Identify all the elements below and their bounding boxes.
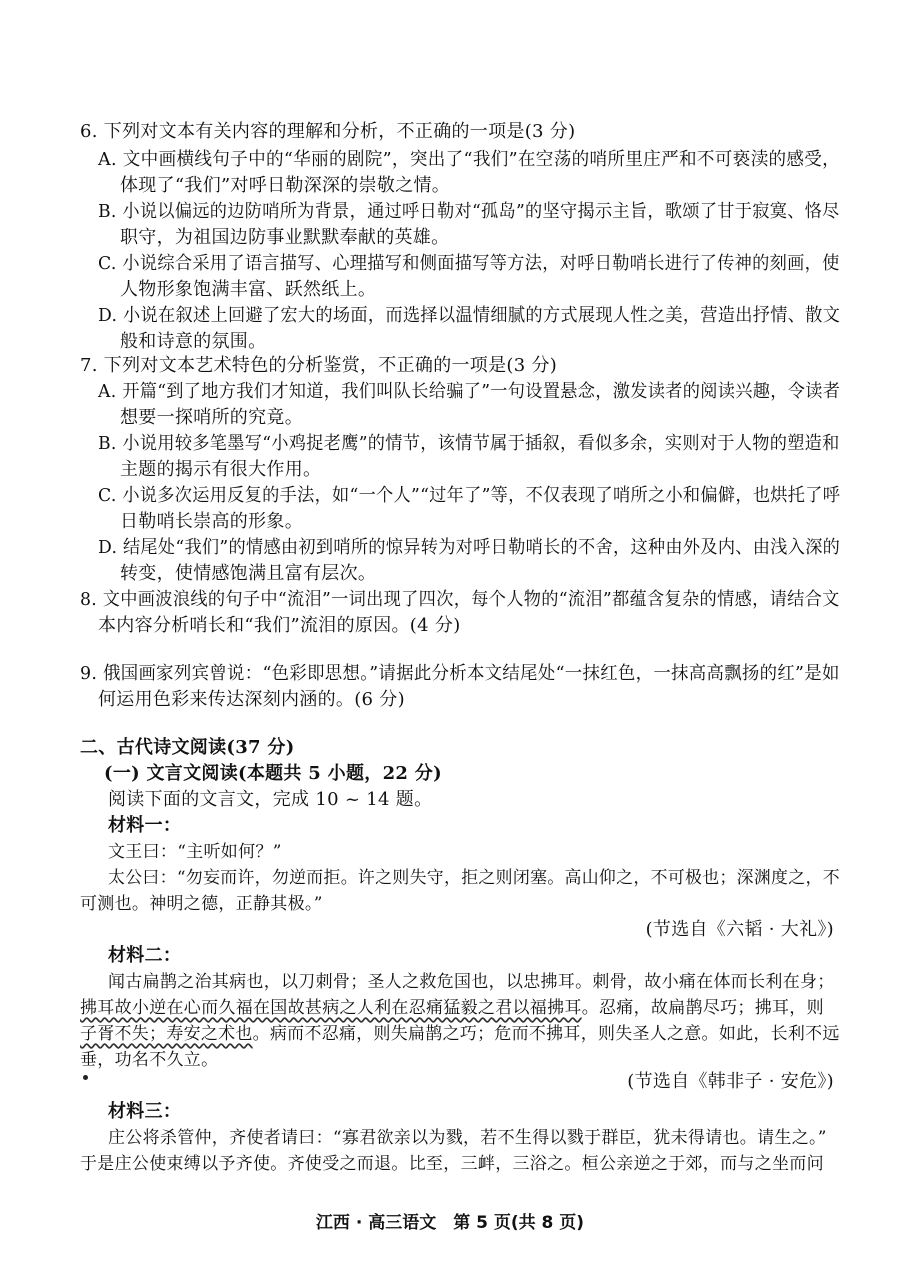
material1-source: (节选自《六韬 · 大礼》)	[645, 919, 834, 940]
q7-option-c-line1: C. 小说多次运用反复的手法，如“一个人”“过年了”等，不仅表现了哨所之小和偏僻，也烘托了呼	[98, 485, 841, 506]
page-footer: 江西 · 高三语文 第 5 页(共 8 页)	[315, 1213, 585, 1233]
q6-option-c-line2: 人物形象饱满丰富、跃然纸上。	[120, 279, 377, 300]
material3-line1: 庄公将杀管仲，齐使者请曰：“寡君欲亲以为戮，若不生得以戮于群臣，犹未得请也。请生之。”	[108, 1128, 827, 1148]
material2-line3-rest: 。病而不忍痛，则失扁鹊之巧；危而不拂耳，则失圣人之意。如此，长利不远	[252, 1024, 840, 1044]
material2-line2	[80, 996, 824, 1020]
material2-line4: 垂，功名不久立。	[80, 1050, 219, 1070]
q7-stem: 7. 下列对文本艺术特色的分析鉴赏，不正确的一项是(3 分)	[80, 355, 558, 376]
material1-line1: 文王曰：“主听如何？”	[108, 842, 282, 862]
material1-line2: 太公曰：“勿妄而许，勿逆而拒。许之则失守，拒之则闭塞。高山仰之，不可极也；深渊度之，不	[108, 868, 840, 888]
q9-line1: 9. 俄国画家列宾曾说：“色彩即思想。”请据此分析本文结尾处“一抹红色，一抹高高飘扬的红”是如	[80, 663, 840, 684]
emphasis-dot	[83, 1075, 88, 1080]
q6-option-d-line1: D. 小说在叙述上回避了宏大的场面，而选择以温情细腻的方式展现人性之美，营造出抒情、散文	[98, 305, 841, 326]
q6-option-b-line2: 职守，为祖国边防事业默默奉献的英雄。	[120, 227, 450, 248]
q7-option-a-line1: A. 开篇“到了地方我们才知道，我们叫队长给骗了”一句设置悬念，激发读者的阅读兴趣，令读者	[98, 381, 841, 402]
q7-option-a-line2: 想要一探哨所的究竟。	[120, 407, 303, 428]
material3-label: 材料三：	[108, 1101, 182, 1122]
wavy-underlined-sentence: 拂耳故小逆在心而久福在国故甚病之人利在忍痛猛毅之君以福拂耳	[80, 998, 582, 1018]
material1-line3: 可测也。神明之德，正静其极。”	[80, 894, 323, 914]
q7-option-d-line1: D. 结尾处“我们”的情感由初到哨所的惊异转为对呼日勒哨长的不舍，这种由外及内、由浅入深的	[98, 537, 841, 558]
section2-subtitle: (一) 文言文阅读(本题共 5 小题，22 分)	[104, 763, 442, 784]
q6-option-d-line2: 般和诗意的氛围。	[120, 331, 267, 352]
material3-line2: 于是庄公使束缚以予齐使。齐使受之而退。比至，三衅，三浴之。桓公亲逆之于郊，而与之坐而问	[80, 1154, 824, 1174]
q7-option-c-line2: 日勒哨长崇高的形象。	[120, 511, 303, 532]
q6-stem: 6. 下列对文本有关内容的理解和分析，不正确的一项是(3 分)	[80, 121, 576, 142]
q6-option-b-line1: B. 小说以偏远的边防哨所为背景，通过呼日勒对“孤岛”的坚守揭示主旨，歌颂了甘于寂寞、恪尽	[98, 201, 840, 222]
q6-option-a-line2: 体现了“我们”对呼日勒深深的崇敬之情。	[120, 175, 451, 196]
q8-line1: 8. 文中画波浪线的句子中“流泪”一词出现了四次，每个人物的“流泪”都蕴含复杂的情感，请结合文	[80, 589, 840, 610]
material2-line3	[80, 1022, 840, 1046]
wavy-underlined-end: 子胥不失；寿安之术也	[80, 1024, 253, 1044]
q8-line2: 本内容分析哨长和“我们”流泪的原因。(4 分)	[98, 615, 461, 636]
q7-option-b-line2: 主题的揭示有很大作用。	[120, 459, 322, 480]
q6-option-a-line1: A. 文中画横线句子中的“华丽的剧院”，突出了“我们”在空荡的哨所里庄严和不可亵渎的感受，	[98, 149, 841, 170]
section2-instruction: 阅读下面的文言文，完成 10 ~ 14 题。	[108, 789, 433, 810]
material1-label: 材料一：	[108, 815, 182, 836]
material2-label: 材料二：	[108, 945, 182, 966]
material2-line2-rest: 。忍痛，故扁鹊尽巧；拂耳，则	[581, 998, 824, 1018]
q6-option-c-line1: C. 小说综合采用了语言描写、心理描写和侧面描写等方法，对呼日勒哨长进行了传神的刻画，使	[98, 253, 840, 274]
material2-source: (节选自《韩非子 · 安危》)	[627, 1071, 834, 1092]
q9-line2: 何运用色彩来传达深刻内涵的。(6 分)	[98, 689, 405, 710]
q7-option-b-line1: B. 小说用较多笔墨写“小鸡捉老鹰”的情节，该情节属于插叙，看似多余，实则对于人物的塑造和	[98, 433, 840, 454]
q7-option-d-line2: 转变，使情感饱满且富有层次。	[120, 563, 377, 584]
section2-title: 二、古代诗文阅读(37 分)	[80, 737, 295, 758]
material2-line1: 闻古扁鹊之治其病也，以刀刺骨；圣人之救危国也，以忠拂耳。刺骨，故小痛在体而长利在身；	[108, 972, 835, 992]
